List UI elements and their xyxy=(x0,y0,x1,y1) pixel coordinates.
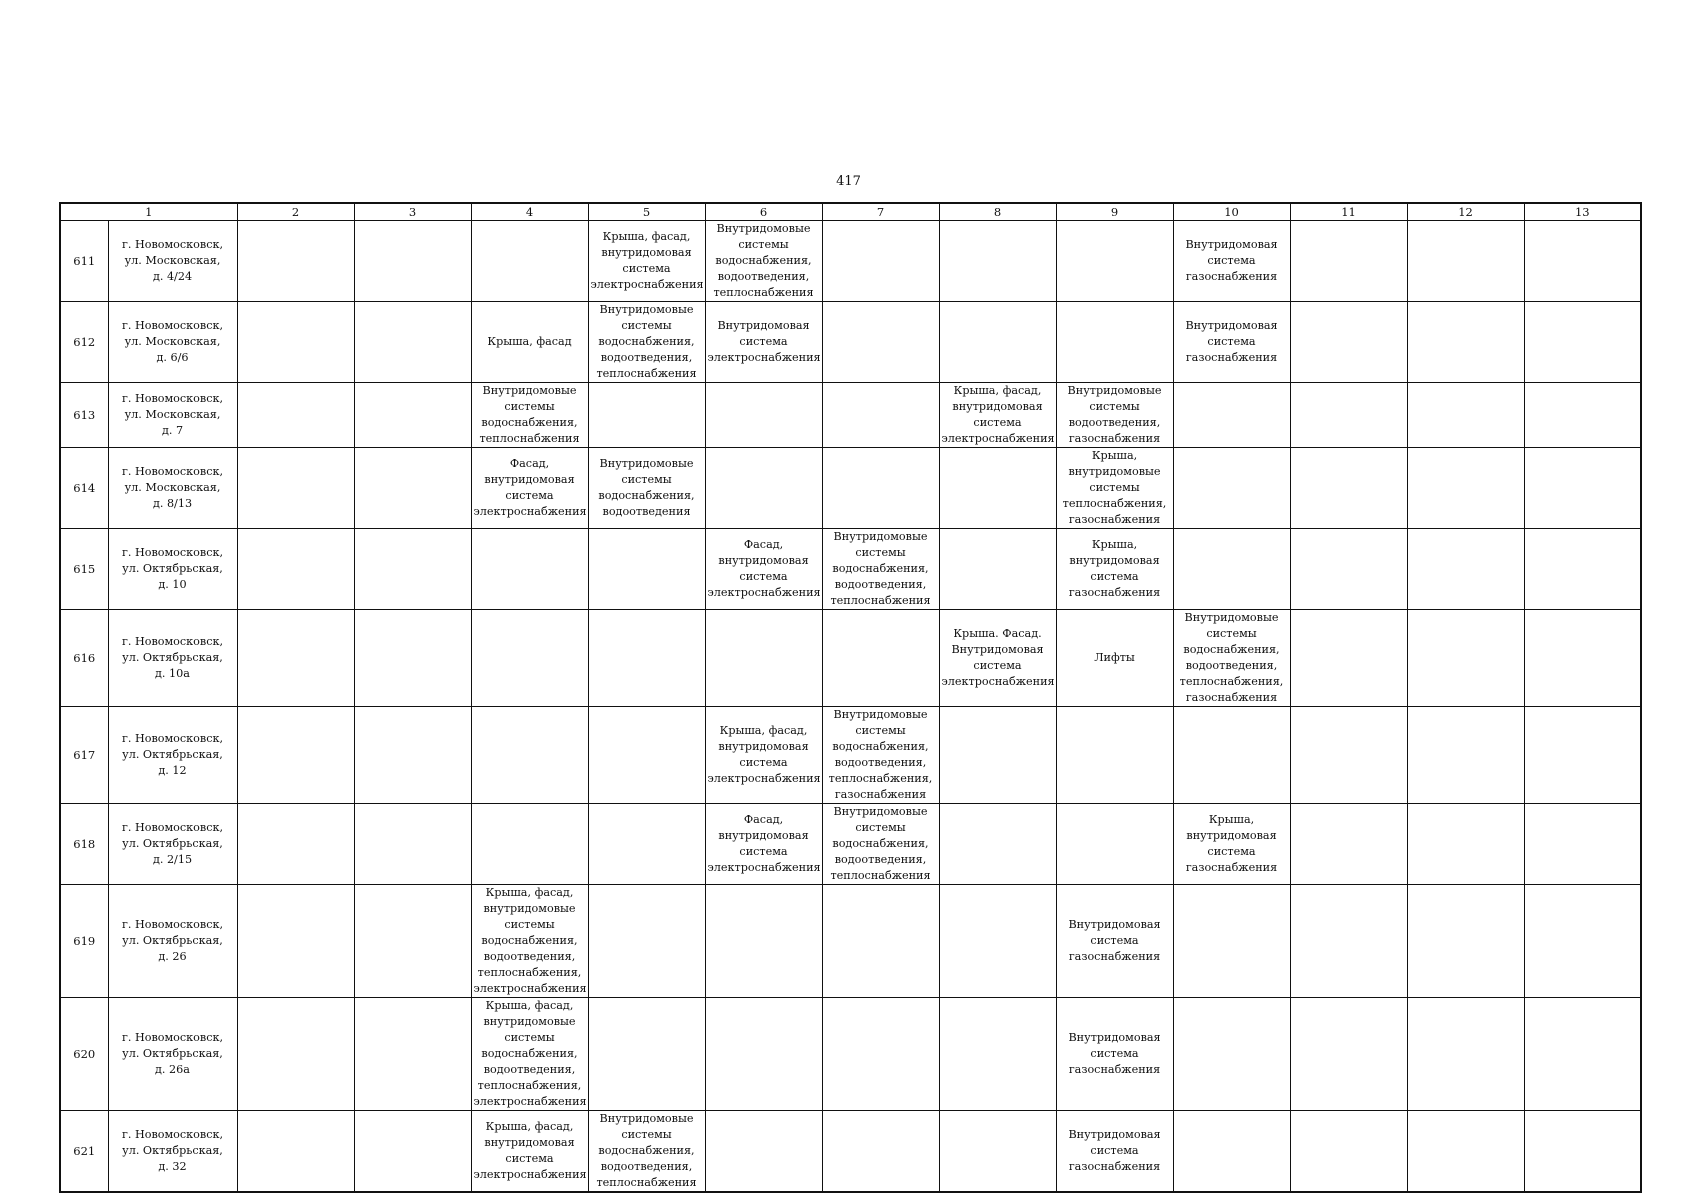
work-type-cell: Внутридомовые системы водоснабжения, водоотведения, теплоснабжения xyxy=(822,804,939,885)
work-type-cell xyxy=(471,221,588,302)
work-type-cell xyxy=(1524,1111,1641,1193)
column-header: 9 xyxy=(1056,203,1173,221)
work-type-cell xyxy=(1290,707,1407,804)
column-header: 12 xyxy=(1407,203,1524,221)
work-type-cell xyxy=(354,302,471,383)
work-type-cell xyxy=(1056,804,1173,885)
work-type-cell xyxy=(1290,1111,1407,1193)
table-row xyxy=(60,998,1641,1111)
column-header: 1 xyxy=(60,203,237,221)
work-type-cell: Крыша, внутридомовая система газоснабжения xyxy=(1173,804,1290,885)
work-type-cell xyxy=(588,804,705,885)
address-cell: г. Новомосковск, ул. Октябрьская, д. 12 xyxy=(108,707,237,804)
work-type-cell xyxy=(1407,885,1524,998)
work-type-cell xyxy=(1173,529,1290,610)
table-row xyxy=(60,448,1641,529)
work-type-cell: Внутридомовая система газоснабжения xyxy=(1056,885,1173,998)
work-type-cell xyxy=(237,804,354,885)
work-type-cell xyxy=(588,529,705,610)
work-type-cell xyxy=(354,610,471,707)
column-header: 11 xyxy=(1290,203,1407,221)
work-type-cell xyxy=(822,302,939,383)
work-type-cell xyxy=(1173,998,1290,1111)
work-type-cell xyxy=(1290,529,1407,610)
address-cell: г. Новомосковск, ул. Октябрьская, д. 26а xyxy=(108,998,237,1111)
work-type-cell xyxy=(1056,221,1173,302)
work-type-cell xyxy=(822,221,939,302)
work-type-cell xyxy=(588,383,705,448)
work-type-cell xyxy=(705,1111,822,1193)
row-number: 618 xyxy=(60,804,108,885)
work-type-cell xyxy=(237,221,354,302)
work-type-cell: Внутридомовая система газоснабжения xyxy=(1173,302,1290,383)
row-number: 619 xyxy=(60,885,108,998)
work-type-cell: Крыша. Фасад. Внутридомовая система электроснабжения xyxy=(939,610,1056,707)
work-type-cell xyxy=(1407,448,1524,529)
work-type-cell xyxy=(1524,707,1641,804)
work-type-cell xyxy=(1290,998,1407,1111)
work-type-cell xyxy=(1173,885,1290,998)
work-type-cell xyxy=(1290,302,1407,383)
work-type-cell xyxy=(588,998,705,1111)
work-type-cell xyxy=(588,610,705,707)
work-type-cell xyxy=(1056,302,1173,383)
work-type-cell xyxy=(822,610,939,707)
work-type-cell xyxy=(237,998,354,1111)
work-type-cell xyxy=(939,1111,1056,1193)
work-type-cell xyxy=(354,1111,471,1193)
work-type-cell xyxy=(354,804,471,885)
work-type-cell xyxy=(1290,885,1407,998)
address-cell: г. Новомосковск, ул. Октябрьская, д. 10 xyxy=(108,529,237,610)
work-type-cell xyxy=(237,302,354,383)
table-row xyxy=(60,885,1641,998)
work-type-cell xyxy=(705,885,822,998)
work-type-cell xyxy=(1056,707,1173,804)
work-type-cell xyxy=(1290,448,1407,529)
work-type-cell xyxy=(354,383,471,448)
row-number: 620 xyxy=(60,998,108,1111)
address-cell: г. Новомосковск, ул. Московская, д. 8/13 xyxy=(108,448,237,529)
work-type-cell xyxy=(1407,707,1524,804)
work-type-cell xyxy=(939,998,1056,1111)
repair-schedule-table xyxy=(59,202,1642,1193)
work-type-cell xyxy=(1173,707,1290,804)
work-type-cell xyxy=(1407,610,1524,707)
work-type-cell xyxy=(354,885,471,998)
table-row xyxy=(60,707,1641,804)
work-type-cell xyxy=(705,448,822,529)
row-number: 611 xyxy=(60,221,108,302)
row-number: 612 xyxy=(60,302,108,383)
address-cell: г. Новомосковск, ул. Октябрьская, д. 10а xyxy=(108,610,237,707)
work-type-cell: Крыша, внутридомовые системы теплоснабжения, газоснабжения xyxy=(1056,448,1173,529)
column-header: 8 xyxy=(939,203,1056,221)
work-type-cell xyxy=(1524,302,1641,383)
work-type-cell xyxy=(1290,383,1407,448)
work-type-cell xyxy=(1524,448,1641,529)
work-type-cell: Крыша, фасад, внутридомовая система электроснабжения xyxy=(705,707,822,804)
work-type-cell xyxy=(471,529,588,610)
column-header: 6 xyxy=(705,203,822,221)
work-type-cell xyxy=(354,221,471,302)
work-type-cell xyxy=(705,998,822,1111)
work-type-cell: Фасад, внутридомовая система электроснабжения xyxy=(471,448,588,529)
work-type-cell xyxy=(705,383,822,448)
work-type-cell xyxy=(1173,1111,1290,1193)
address-cell: г. Новомосковск, ул. Московская, д. 4/24 xyxy=(108,221,237,302)
work-type-cell: Внутридомовая система газоснабжения xyxy=(1056,1111,1173,1193)
work-type-cell: Внутридомовые системы водоснабжения, водоотведения, теплоснабжения xyxy=(822,529,939,610)
work-type-cell: Фасад, внутридомовая система электроснабжения xyxy=(705,529,822,610)
work-type-cell xyxy=(939,707,1056,804)
work-type-cell xyxy=(1290,221,1407,302)
work-type-cell xyxy=(237,885,354,998)
work-type-cell xyxy=(1173,448,1290,529)
work-type-cell xyxy=(471,707,588,804)
column-header: 4 xyxy=(471,203,588,221)
work-type-cell: Крыша, фасад, внутридомовая система электроснабжения xyxy=(939,383,1056,448)
work-type-cell xyxy=(588,707,705,804)
work-type-cell xyxy=(1407,804,1524,885)
work-type-cell xyxy=(354,707,471,804)
column-header: 5 xyxy=(588,203,705,221)
work-type-cell: Внутридомовые системы водоотведения, газоснабжения xyxy=(1056,383,1173,448)
work-type-cell xyxy=(1524,383,1641,448)
row-number: 616 xyxy=(60,610,108,707)
work-type-cell xyxy=(939,804,1056,885)
work-type-cell xyxy=(237,383,354,448)
work-type-cell xyxy=(237,707,354,804)
work-type-cell: Внутридомовые системы водоснабжения, водоотведения, теплоснабжения, газоснабжения xyxy=(1173,610,1290,707)
work-type-cell: Лифты xyxy=(1056,610,1173,707)
address-cell: г. Новомосковск, ул. Октябрьская, д. 26 xyxy=(108,885,237,998)
work-type-cell xyxy=(822,1111,939,1193)
column-number-header-row xyxy=(60,203,1641,221)
work-type-cell: Крыша, фасад xyxy=(471,302,588,383)
column-header: 3 xyxy=(354,203,471,221)
work-type-cell: Внутридомовые системы водоснабжения, водоотведения xyxy=(588,448,705,529)
work-type-cell: Внутридомовая система газоснабжения xyxy=(1173,221,1290,302)
table-body xyxy=(60,203,1641,1192)
work-type-cell xyxy=(822,448,939,529)
work-type-cell: Внутридомовые системы водоснабжения, теплоснабжения xyxy=(471,383,588,448)
work-type-cell xyxy=(354,448,471,529)
work-type-cell: Крыша, фасад, внутридомовые системы водоснабжения, водоотведения, теплоснабжения, электроснабжения xyxy=(471,885,588,998)
row-number: 617 xyxy=(60,707,108,804)
work-type-cell: Внутридомовые системы водоснабжения, водоотведения, теплоснабжения, газоснабжения xyxy=(822,707,939,804)
table-row xyxy=(60,221,1641,302)
work-type-cell: Внутридомовые системы водоснабжения, водоотведения, теплоснабжения xyxy=(588,1111,705,1193)
work-type-cell xyxy=(237,529,354,610)
column-header: 10 xyxy=(1173,203,1290,221)
address-cell: г. Новомосковск, ул. Московская, д. 6/6 xyxy=(108,302,237,383)
work-type-cell xyxy=(1524,221,1641,302)
work-type-cell xyxy=(939,529,1056,610)
work-type-cell xyxy=(822,383,939,448)
work-type-cell: Внутридомовая система электроснабжения xyxy=(705,302,822,383)
work-type-cell xyxy=(1290,610,1407,707)
work-type-cell xyxy=(471,610,588,707)
work-type-cell xyxy=(1407,383,1524,448)
work-type-cell: Внутридомовые системы водоснабжения, водоотведения, теплоснабжения xyxy=(705,221,822,302)
work-type-cell xyxy=(471,804,588,885)
work-type-cell xyxy=(1407,302,1524,383)
work-type-cell xyxy=(1524,529,1641,610)
work-type-cell: Крыша, фасад, внутридомовая система электроснабжения xyxy=(471,1111,588,1193)
work-type-cell xyxy=(1407,998,1524,1111)
address-cell: г. Новомосковск, ул. Московская, д. 7 xyxy=(108,383,237,448)
page-number: 417 xyxy=(836,174,861,189)
work-type-cell xyxy=(237,1111,354,1193)
column-header: 13 xyxy=(1524,203,1641,221)
column-header: 7 xyxy=(822,203,939,221)
work-type-cell xyxy=(939,885,1056,998)
row-number: 615 xyxy=(60,529,108,610)
column-header: 2 xyxy=(237,203,354,221)
work-type-cell: Фасад, внутридомовая система электроснабжения xyxy=(705,804,822,885)
table-row xyxy=(60,383,1641,448)
work-type-cell xyxy=(1524,804,1641,885)
work-type-cell: Внутридомовая система газоснабжения xyxy=(1056,998,1173,1111)
work-type-cell xyxy=(1407,529,1524,610)
table-row xyxy=(60,302,1641,383)
work-type-cell xyxy=(1173,383,1290,448)
row-number: 614 xyxy=(60,448,108,529)
table-row xyxy=(60,529,1641,610)
work-type-cell xyxy=(1524,998,1641,1111)
work-type-cell xyxy=(822,998,939,1111)
table-row xyxy=(60,610,1641,707)
work-type-cell: Крыша, фасад, внутридомовые системы водоснабжения, водоотведения, теплоснабжения, электроснабжения xyxy=(471,998,588,1111)
work-type-cell xyxy=(939,302,1056,383)
work-type-cell xyxy=(1524,885,1641,998)
work-type-cell xyxy=(354,529,471,610)
address-cell: г. Новомосковск, ул. Октябрьская, д. 2/15 xyxy=(108,804,237,885)
work-type-cell xyxy=(237,448,354,529)
table-row xyxy=(60,1111,1641,1193)
work-type-cell xyxy=(1407,221,1524,302)
row-number: 613 xyxy=(60,383,108,448)
table-row xyxy=(60,804,1641,885)
work-type-cell xyxy=(939,448,1056,529)
work-type-cell: Крыша, фасад, внутридомовая система электроснабжения xyxy=(588,221,705,302)
work-type-cell xyxy=(1290,804,1407,885)
row-number: 621 xyxy=(60,1111,108,1193)
work-type-cell: Внутридомовые системы водоснабжения, водоотведения, теплоснабжения xyxy=(588,302,705,383)
work-type-cell xyxy=(237,610,354,707)
work-type-cell xyxy=(1524,610,1641,707)
address-cell: г. Новомосковск, ул. Октябрьская, д. 32 xyxy=(108,1111,237,1193)
work-type-cell xyxy=(705,610,822,707)
work-type-cell xyxy=(1407,1111,1524,1193)
work-type-cell xyxy=(588,885,705,998)
work-type-cell xyxy=(354,998,471,1111)
work-type-cell: Крыша, внутридомовая система газоснабжения xyxy=(1056,529,1173,610)
work-type-cell xyxy=(939,221,1056,302)
work-type-cell xyxy=(822,885,939,998)
